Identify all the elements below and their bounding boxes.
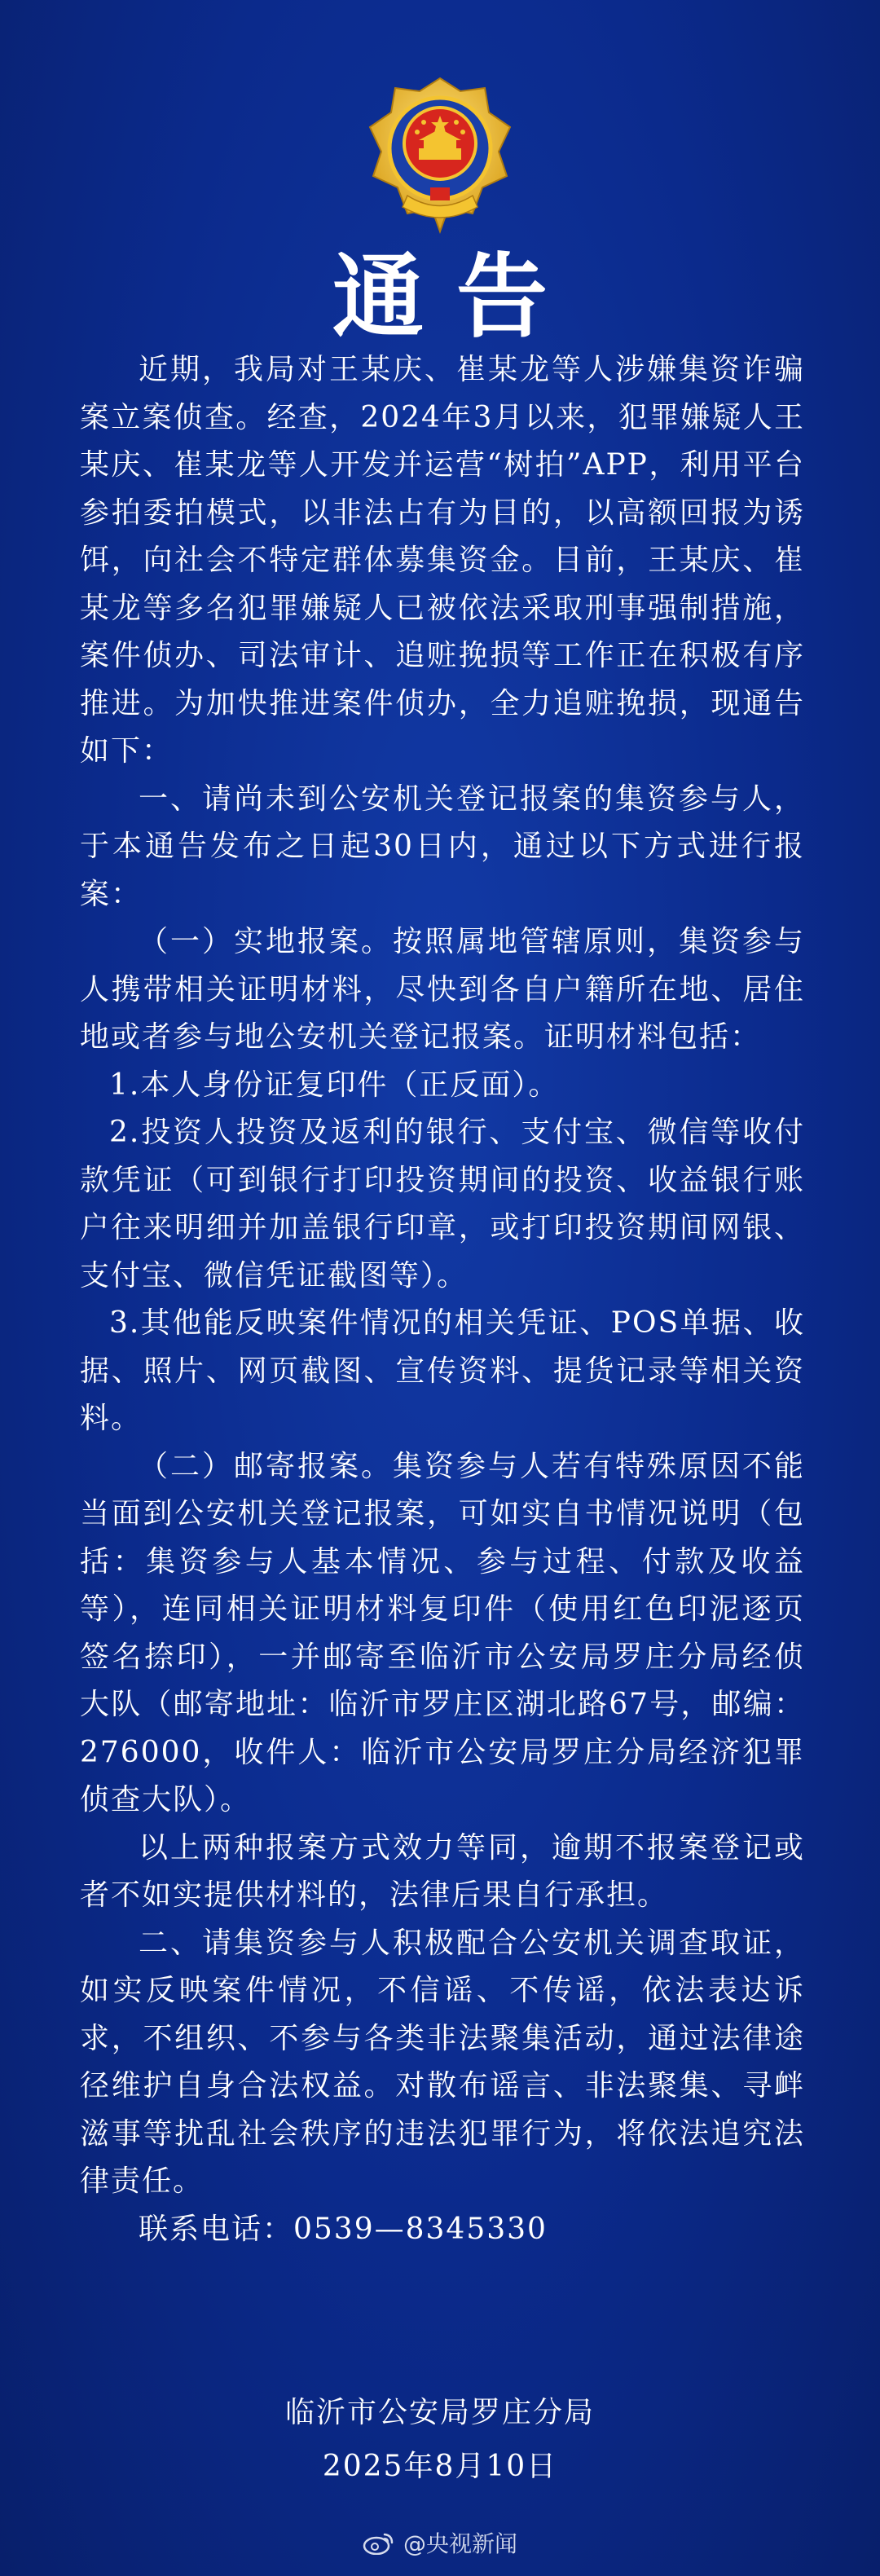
paragraph-material-2: 2.投资人投资及返利的银行、支付宝、微信等收付款凭证（可到银行打印投资期间的投资、收益银行账户往来明细并加盖银行印章，或打印投资期间网银、支付宝、微信凭证截图等）。 (80, 1116, 805, 1292)
paragraph-material-1: 1.本人身份证复印件（正反面）。 (109, 1068, 560, 1102)
source-watermark (0, 2526, 880, 2559)
police-emblem-icon (359, 73, 521, 236)
paragraph-item-two: 二、请集资参与人积极配合公安机关调查取证，如实反映案件情况，不信谣、不传谣，依法表达诉求，不组织、不参与各类非法聚集活动，通过法律途径维护自身合法权益。对散布谣言、非法聚集、寻衅滋事等扰乱社会秩序的违法犯罪行为，将依法追究法律责任。 (80, 1926, 805, 2198)
paragraph-mail-report: （二）邮寄报案。集资参与人若有特殊原因不能当面到公安机关登记报案，可如实自书情况说明（包括：集资参与人基本情况、参与过程、付款及收益等），连同相关证明材料复印件（使用红色印泥逐页签名捺印），一并邮寄至临沂市公安局罗庄分局经侦大队（邮寄地址：临沂市罗庄区湖北路67号，邮编：276000，收件人：临沂市公安局罗庄分局经济犯罪侦查大队）。 (80, 1449, 805, 1816)
paragraph-material-3: 3.其他能反映案件情况的相关凭证、POS单据、收据、照片、网页截图、宣传资料、提货记录等相关资料。 (80, 1306, 805, 1435)
paragraph-equal-effect: 以上两种报案方式效力等同，逾期不报案登记或者不如实提供材料的，法律后果自行承担。 (80, 1830, 805, 1912)
watermark-text: @央视新闻 (403, 2530, 517, 2557)
paragraph-onsite-report: （一）实地报案。按照属地管辖原则，集资参与人携带相关证明材料，尽快到各自户籍所在地、居住地或者参与地公安机关登记报案。证明材料包括： (80, 925, 805, 1054)
page-title: 通告 (332, 244, 580, 350)
issue-date: 2025年8月10日 (322, 2450, 558, 2483)
notice-body (80, 346, 805, 2253)
contact-phone: 联系电话：0539—8345330 (139, 2212, 548, 2246)
paragraph-intro: 近期，我局对王某庆、崔某龙等人涉嫌集资诈骗案立案侦查。经查，2024年3月以来，犯罪嫌疑人王某庆、崔某龙等人开发并运营“树拍”APP，利用平台参拍委拍模式，以非法占有为目的，以高额回报为诱饵，向社会不特定群体募集资金。目前，王某庆、崔某龙等多名犯罪嫌疑人已被依法采取刑事强制措施，案件侦办、司法审计、追赃挽损等工作正在积极有序推进。为加快推进案件侦办，全力追赃挽损，现通告如下： (80, 353, 805, 768)
weibo-icon (363, 2530, 395, 2555)
paragraph-item-one: 一、请尚未到公安机关登记报案的集资参与人，于本通告发布之日起30日内，通过以下方式进行报案： (80, 782, 805, 911)
issuing-organization: 临沂市公安局罗庄分局 (284, 2396, 595, 2429)
